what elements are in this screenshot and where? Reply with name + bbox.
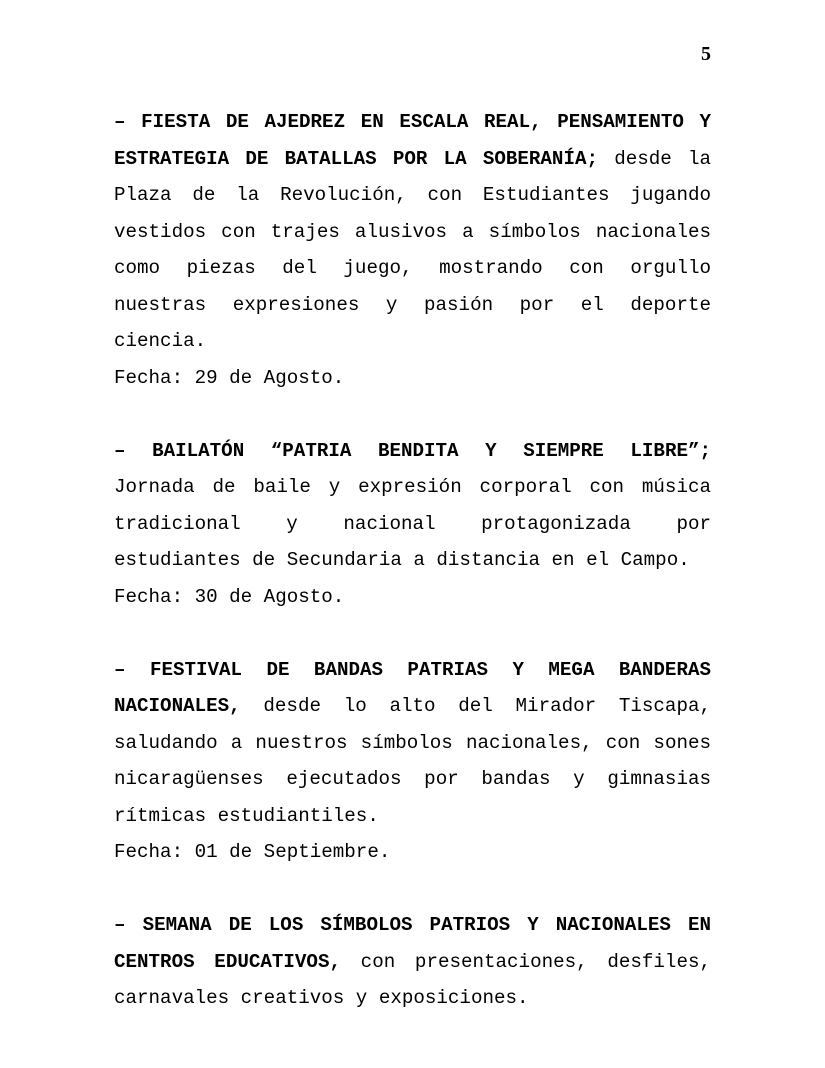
entry-body: Jornada de baile y expresión corporal con música tradicional y nacional protagonizada por estudiantes de Secundaria a distancia en el Campo. — [114, 476, 711, 571]
entry-date: Fecha: 30 de Agosto. — [114, 585, 345, 608]
entry-paragraph — [114, 433, 711, 579]
document-body — [114, 104, 711, 1017]
entry-heading: FIESTA DE AJEDREZ EN ESCALA REAL, PENSAMIENTO Y ESTRATEGIA DE BATALLAS POR LA SOBERANÍA; — [114, 111, 711, 170]
paragraph-spacer — [114, 615, 711, 652]
paragraph-spacer — [114, 871, 711, 908]
entry-heading: FESTIVAL DE BANDAS PATRIAS Y MEGA BANDERAS NACIONALES, — [114, 658, 711, 717]
entry-date: Fecha: 01 de Septiembre. — [114, 841, 391, 863]
document-entry — [114, 104, 711, 396]
entry-bullet: – — [114, 439, 153, 462]
entry-bullet: – — [114, 658, 150, 681]
entry-heading: SEMANA DE LOS SÍMBOLOS PATRIOS Y NACIONALES EN CENTROS EDUCATIVOS, — [114, 914, 711, 973]
entry-paragraph — [114, 104, 711, 360]
document-entry — [114, 652, 711, 871]
document-entry — [114, 433, 711, 616]
entry-bullet: – — [114, 914, 143, 936]
page-number: 5 — [701, 43, 711, 65]
entry-body: desde lo alto del Mirador Tiscapa, saludando a nuestros símbolos nacionales, con sones nicaragüenses ejecutados por bandas y gimnasias rítmicas estudiantiles. — [114, 695, 711, 827]
entry-body: con presentaciones, desfiles, carnavales creativos y exposiciones. — [114, 950, 711, 1009]
entry-paragraph — [114, 652, 711, 835]
entry-body: desde la Plaza de la Revolución, con Estudiantes jugando vestidos con trajes alusivos a símbolos nacionales como piezas del juego, mostrando con orgullo nuestras expresiones y pasión por el deporte ciencia. — [114, 147, 711, 352]
entry-paragraph — [114, 907, 711, 1017]
entry-bullet: – — [114, 111, 142, 133]
document-entry — [114, 907, 711, 1017]
entry-heading: BAILATÓN “PATRIA BENDITA Y SIEMPRE LIBRE”; — [152, 439, 711, 462]
paragraph-spacer — [114, 396, 711, 433]
entry-date: Fecha: 29 de Agosto. — [114, 366, 345, 389]
